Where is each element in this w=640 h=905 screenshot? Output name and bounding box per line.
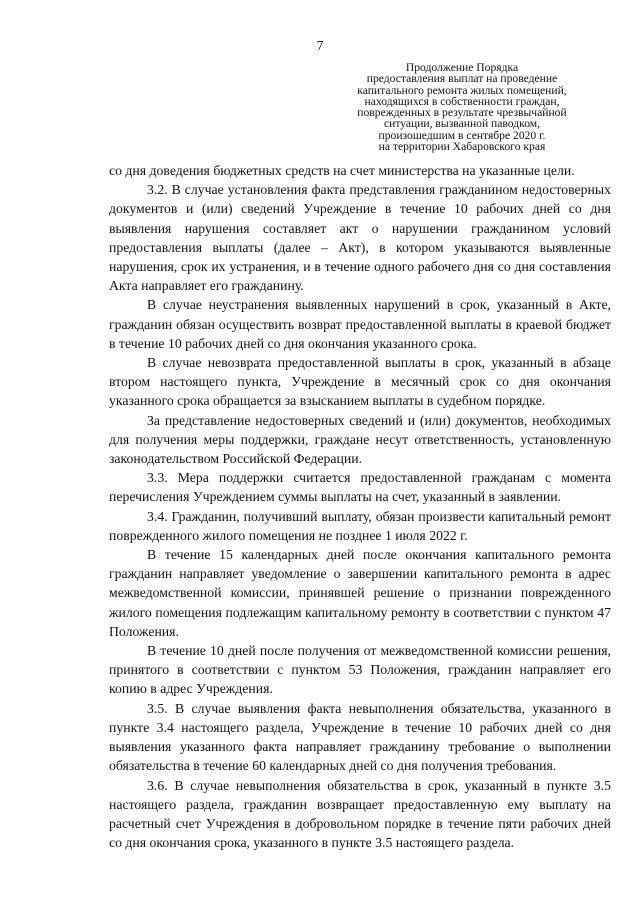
header-line: Продолжение Порядка [405, 61, 519, 74]
paragraph-3-3: 3.3. Мера поддержки считается предоставленной гражданам с момента перечисления Учреждением суммы выплаты на счет, указанный в заявлении. [109, 470, 611, 505]
header-line: предоставления выплат на проведение [366, 72, 558, 86]
header-line: произошедшим в сентябре 2020 г. [378, 128, 546, 142]
page-number: 7 [316, 38, 324, 53]
document-body [109, 161, 611, 852]
paragraph: За представление недостоверных сведений и (или) документов, необходимых для получения меры поддержки, граждане несут ответственность, установленную законодательством Российской Федерации. [109, 412, 611, 467]
header-line: капитального ремонта жилых помещений, [357, 83, 567, 97]
paragraph: В течение 15 календарных дней после окончания капитального ремонта гражданин направляет уведомление о завершении капитального ремонта в адрес межведомственной комиссии, принявшей решение о признании поврежденного жилого помещения подлежащим капитальному ремонту в соответствии с пунктом 47 Положения. [109, 547, 611, 639]
paragraph-3-5: 3.5. В случае выявления факта невыполнения обязательства, указанного в пункте 3.4 настоящего раздела, Учреждение в течение 10 рабочих дней со дня выявления указанного факта направляет гражданину требование о выполнении обязательства в течение 60 календарных дней со дня получения требования. [109, 700, 611, 774]
paragraph-3-2: 3.2. В случае установления факта представления гражданином недостоверных документов и (или) сведений Учреждение в течение 10 рабочих дней со дня выявления нарушения составляет акт о нарушении гражданином условий предоставления выплаты (далее – Акт), в котором указываются выявленные нарушения, срок их устранения, и в течение одного рабочего дня со дня составления Акта направляет его гражданину. [109, 182, 611, 294]
document-header [312, 62, 612, 152]
paragraph-3-4: 3.4. Гражданин, получивший выплату, обязан произвести капитальный ремонт поврежденного жилого помещения не позднее 1 июля 2022 г. [109, 508, 611, 543]
header-line: на территории Хабаровского края [378, 140, 546, 154]
header-line: находящихся в собственности граждан, [364, 94, 560, 108]
paragraph: В случае невозврата предоставленной выплаты в срок, указанный в абзаце втором настоящего пункта, Учреждение в месячный срок со дня окончания указанного срока обращается за взысканием выплаты в судебном порядке. [109, 355, 611, 409]
paragraph-3-6: 3.6. В случае невыполнения обязательства в срок, указанный в пункте 3.5 настоящего раздела, гражданин возвращает предоставленную ему выплату на расчетный счет Учреждения в добровольном порядке в течение пяти рабочих дней со дня окончания срока, указанного в пункте 3.5 настоящего раздела. [109, 777, 611, 851]
header-line: ситуации, вызванной паводком, [383, 117, 541, 131]
paragraph-continuation: со дня доведения бюджетных средств на счет министерства на указанные цели. [109, 163, 575, 178]
paragraph: В случае неустранения выявленных нарушений в срок, указанный в Акте, гражданин обязан осуществить возврат предоставленной выплаты в краевой бюджет в течение 10 рабочих дней со дня окончания указанного срока. [109, 297, 611, 351]
header-line: поврежденных в результате чрезвычайной [357, 106, 567, 120]
paragraph: В течение 10 дней после получения от межведомственной комиссии решения, принятого в соответствии с пунктом 53 Положения, гражданин направляет его копию в адрес Учреждения. [109, 643, 611, 697]
